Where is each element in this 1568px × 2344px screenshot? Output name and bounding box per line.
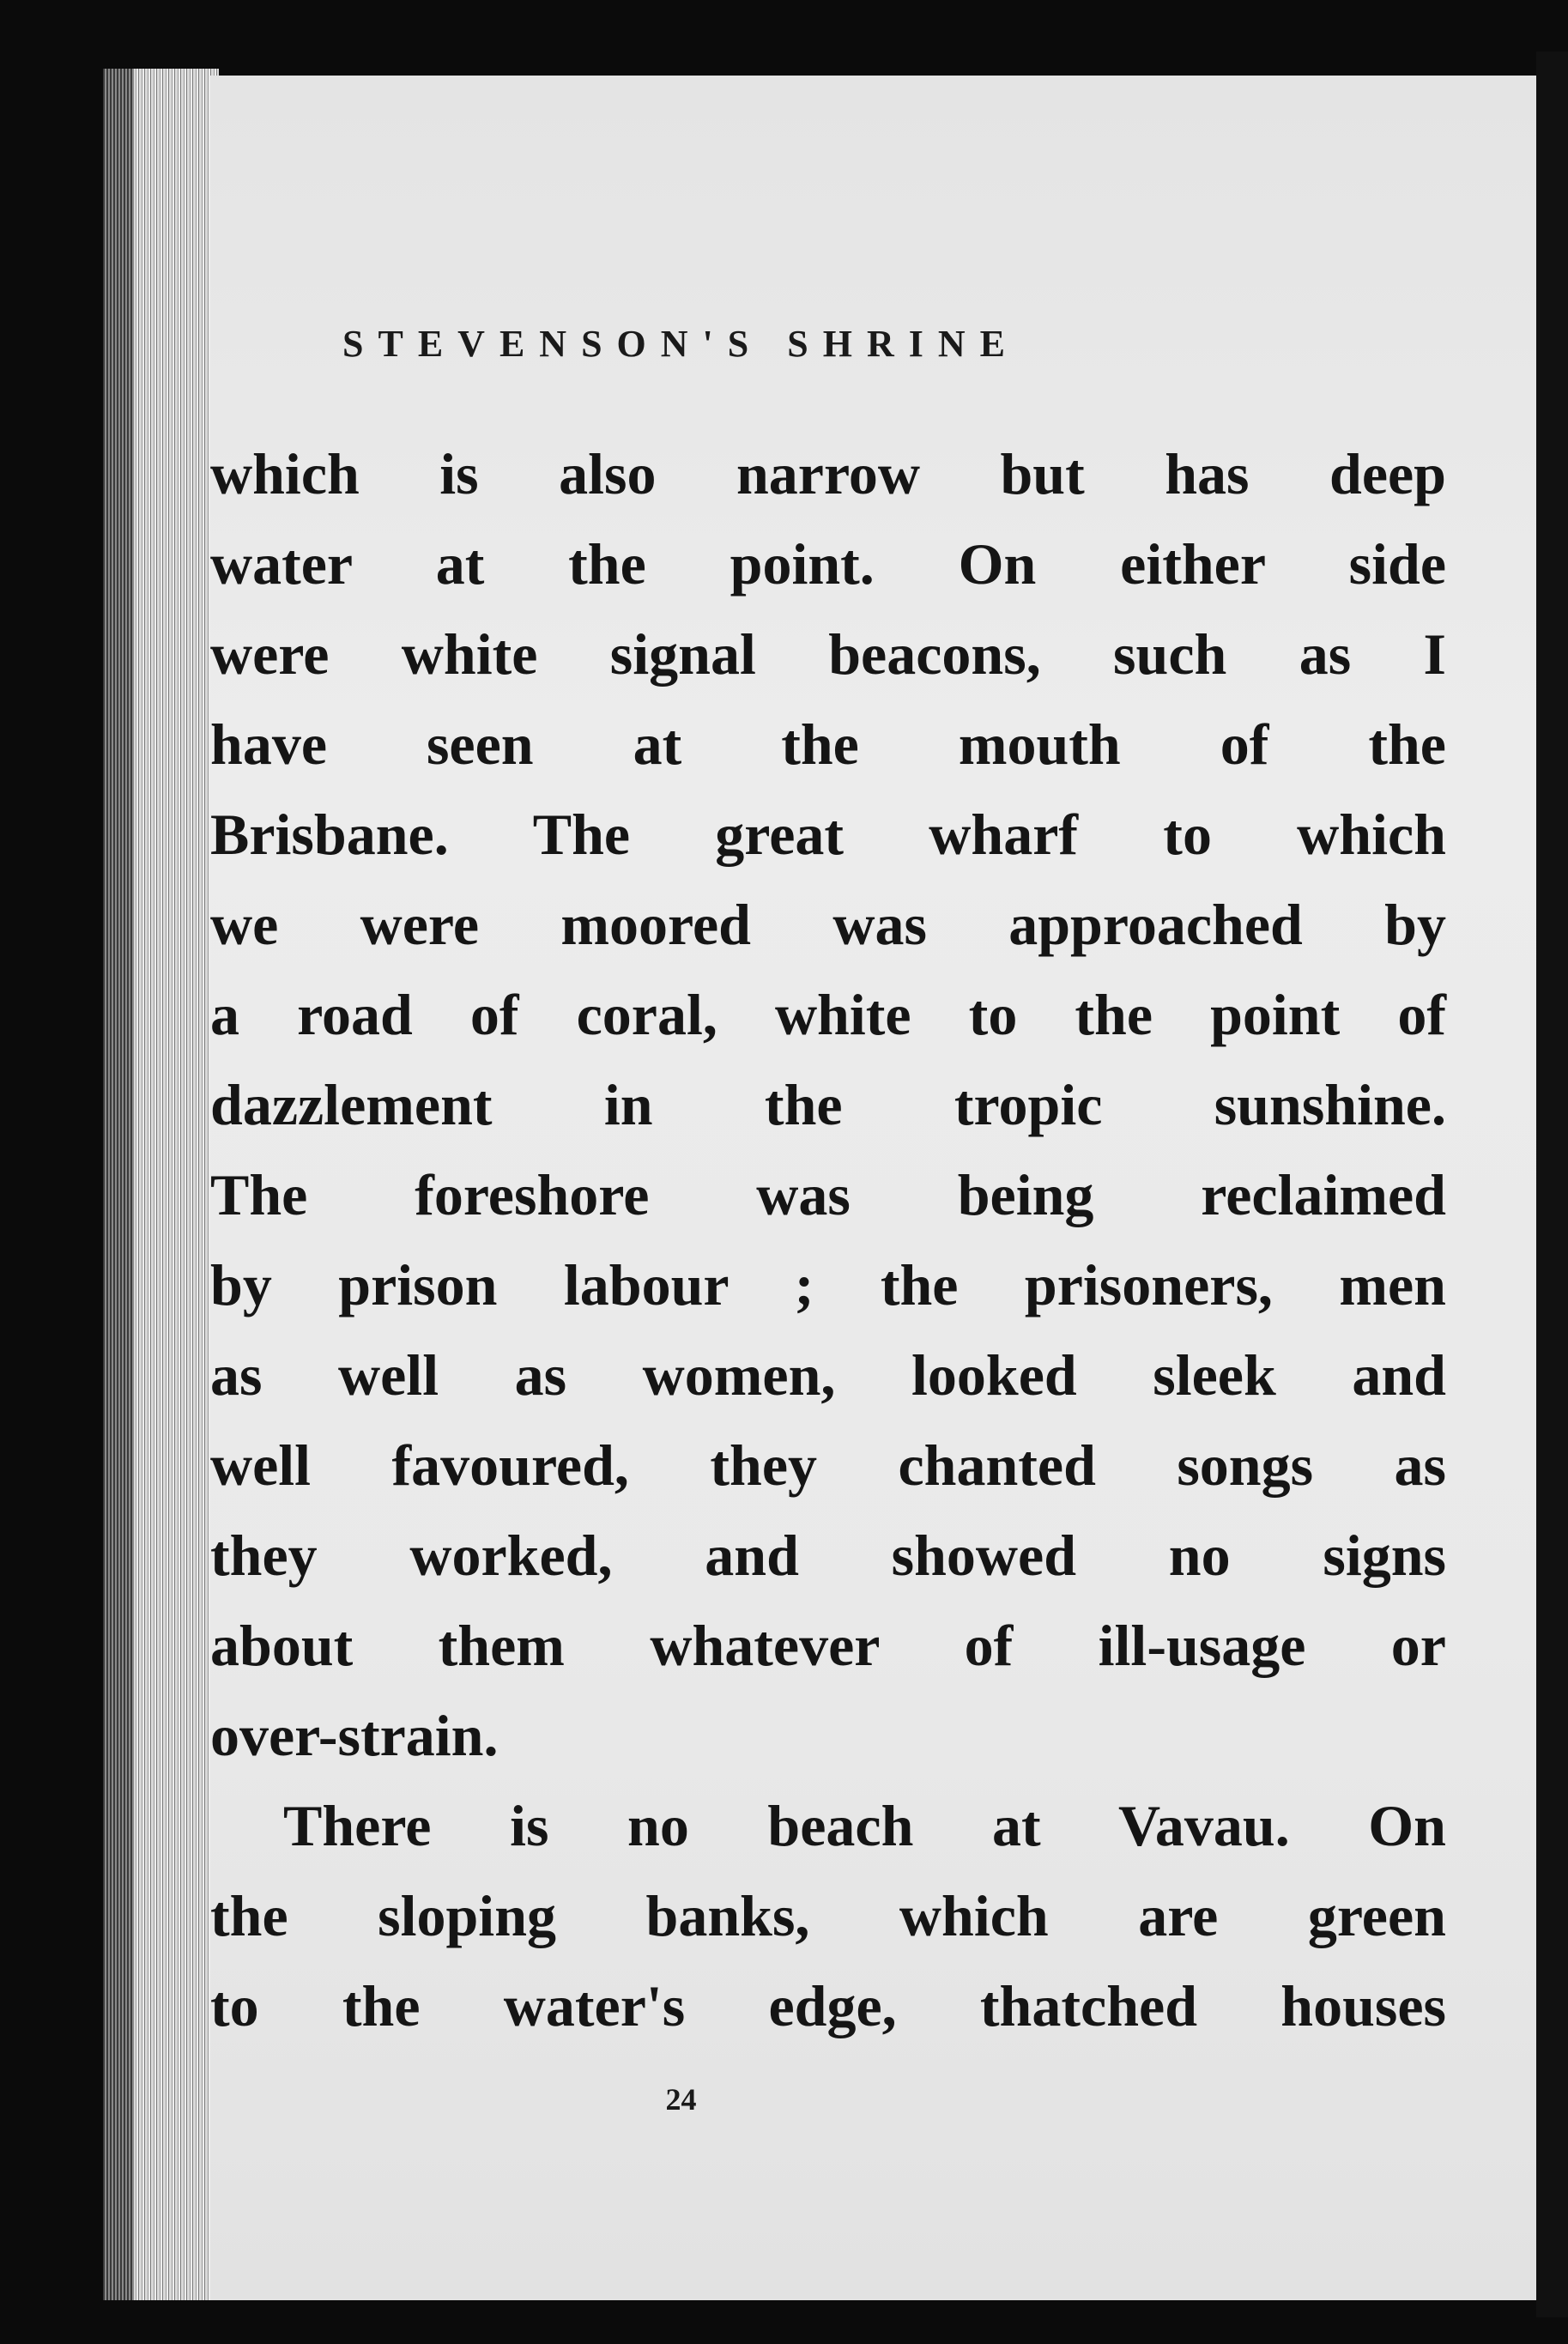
text-line: well favoured, they chanted songs as xyxy=(210,1432,1446,1498)
text-line: The foreshore was being reclaimed xyxy=(210,1162,1446,1227)
text-line: as well as women, looked sleek and xyxy=(210,1342,1446,1408)
text-line: which is also narrow but has deep xyxy=(210,441,1446,506)
paragraph-2 xyxy=(210,1781,1446,2051)
text-line: the sloping banks, which are green xyxy=(210,1883,1446,1948)
text-line: There is no beach at Vavau. On xyxy=(283,1793,1446,1858)
running-head: STEVENSON'S SHRINE xyxy=(342,323,1020,365)
text-line: we were moored was approached by xyxy=(210,892,1446,957)
text-line: were white signal beacons, such as I xyxy=(210,621,1446,687)
text-line: dazzlement in the tropic sunshine. xyxy=(210,1072,1446,1137)
text-line: over-strain. xyxy=(210,1703,499,1768)
text-line: have seen at the mouth of the xyxy=(210,712,1446,777)
book-gutter-shadow xyxy=(1536,51,1568,2317)
body-text xyxy=(210,429,1446,2051)
text-line: a road of coral, white to the point of xyxy=(210,982,1446,1047)
text-line: water at the point. On either side xyxy=(210,531,1446,597)
page-number: 24 xyxy=(665,2082,697,2117)
text-line: by prison labour ; the prisoners, men xyxy=(210,1252,1446,1317)
paragraph-1 xyxy=(210,429,1446,1781)
text-line: they worked, and showed no signs xyxy=(210,1523,1446,1588)
book-page-edges xyxy=(103,69,219,2300)
text-line: Brisbane. The great wharf to which xyxy=(210,802,1446,867)
text-line: about them whatever of ill-usage or xyxy=(210,1613,1446,1678)
text-line: to the water's edge, thatched houses xyxy=(210,1973,1446,2038)
